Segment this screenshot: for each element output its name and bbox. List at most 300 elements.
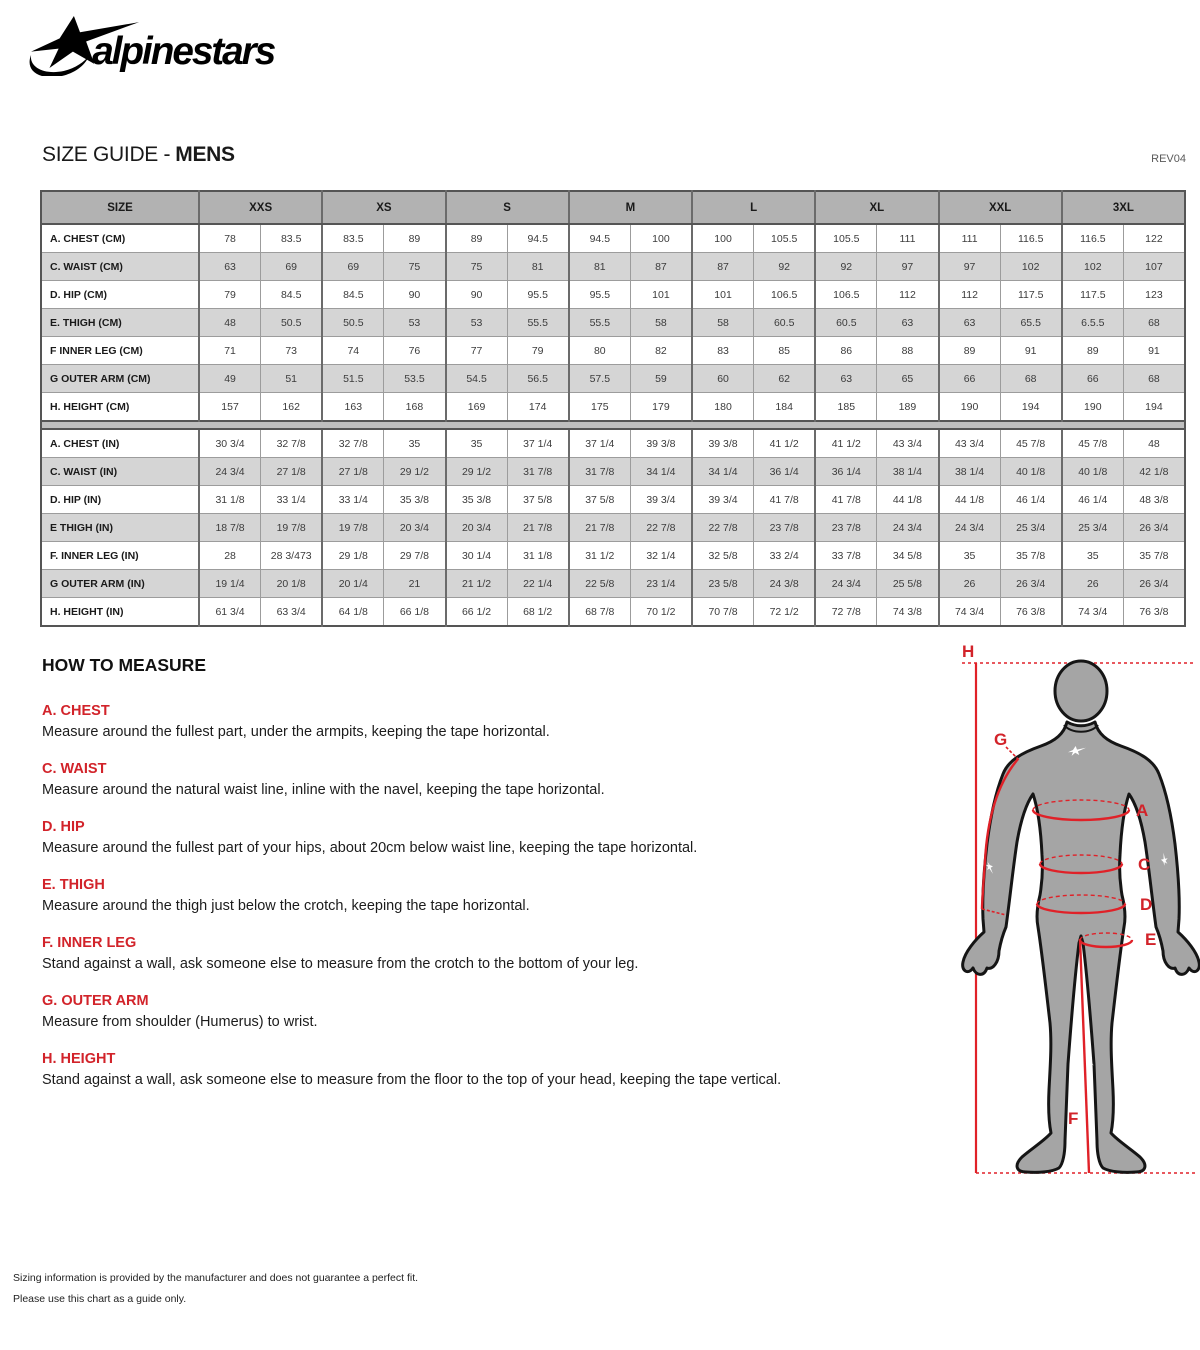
table-cell: 34 5/8 — [877, 542, 939, 570]
table-cell: 175 — [569, 393, 631, 422]
row-label: C. WAIST (CM) — [41, 253, 199, 281]
table-cell: 77 — [446, 337, 508, 365]
size-header-l: L — [692, 191, 815, 224]
label-outer-arm-g: G — [994, 730, 1008, 749]
measure-section-title: G. OUTER ARM — [42, 993, 149, 1009]
row-label: F INNER LEG (CM) — [41, 337, 199, 365]
table-cell: 28 — [199, 542, 261, 570]
revision-label: REV04 — [1151, 153, 1186, 165]
table-cell: 168 — [384, 393, 446, 422]
table-cell: 46 1/4 — [1000, 486, 1062, 514]
table-cell: 41 1/2 — [754, 429, 816, 458]
table-cell: 76 3/8 — [1000, 598, 1062, 627]
row-label: D. HIP (IN) — [41, 486, 199, 514]
page-title-prefix: SIZE GUIDE - — [42, 143, 171, 166]
table-cell: 106.5 — [754, 281, 816, 309]
measure-section-description: Measure around the fullest part of your hips, about 20cm below waist line, keeping the tape horizontal. — [42, 840, 698, 856]
table-cell: 24 3/4 — [877, 514, 939, 542]
size-header-xxs: XXS — [199, 191, 322, 224]
table-cell: 74 3/8 — [877, 598, 939, 627]
measure-section — [42, 877, 922, 916]
table-cell: 22 7/8 — [630, 514, 692, 542]
table-cell: 58 — [630, 309, 692, 337]
table-cell: 89 — [939, 337, 1001, 365]
title-row — [42, 143, 1186, 167]
table-cell: 117.5 — [1062, 281, 1124, 309]
body-figure — [948, 643, 1200, 1188]
label-height-h: H — [962, 643, 975, 661]
table-cell: 55.5 — [569, 309, 631, 337]
table-row — [41, 393, 1185, 422]
table-cell: 36 1/4 — [754, 458, 816, 486]
table-cell: 97 — [877, 253, 939, 281]
row-label: G OUTER ARM (CM) — [41, 365, 199, 393]
table-cell: 194 — [1000, 393, 1062, 422]
table-cell: 24 3/4 — [199, 458, 261, 486]
size-header-m: M — [569, 191, 692, 224]
measure-section-title: A. CHEST — [42, 703, 110, 719]
table-cell: 51 — [261, 365, 323, 393]
table-cell: 21 — [384, 570, 446, 598]
table-cell: 20 3/4 — [446, 514, 508, 542]
table-cell: 34 1/4 — [692, 458, 754, 486]
table-row — [41, 224, 1185, 253]
table-cell: 102 — [1062, 253, 1124, 281]
table-cell: 66 — [1062, 365, 1124, 393]
table-cell: 78 — [199, 224, 261, 253]
table-cell: 89 — [384, 224, 446, 253]
table-cell: 21 7/8 — [507, 514, 569, 542]
measure-section — [42, 703, 922, 742]
label-chest-a: A — [1136, 801, 1149, 820]
table-cell: 68 — [1000, 365, 1062, 393]
table-cell: 30 1/4 — [446, 542, 508, 570]
table-row — [41, 458, 1185, 486]
table-cell: 27 1/8 — [322, 458, 384, 486]
figure-head — [1055, 661, 1107, 721]
table-cell: 27 1/8 — [261, 458, 323, 486]
measure-section-title: F. INNER LEG — [42, 935, 137, 951]
table-cell: 35 — [1062, 542, 1124, 570]
table-cell: 75 — [384, 253, 446, 281]
table-cell: 23 1/4 — [630, 570, 692, 598]
table-cell: 66 1/8 — [384, 598, 446, 627]
table-cell: 88 — [877, 337, 939, 365]
table-cell: 26 — [1062, 570, 1124, 598]
table-cell: 63 — [939, 309, 1001, 337]
table-cell: 32 7/8 — [261, 429, 323, 458]
table-cell: 39 3/4 — [630, 486, 692, 514]
table-cell: 100 — [630, 224, 692, 253]
table-cell: 33 7/8 — [815, 542, 877, 570]
table-cell: 22 5/8 — [569, 570, 631, 598]
table-cell: 41 7/8 — [754, 486, 816, 514]
table-cell: 32 7/8 — [322, 429, 384, 458]
table-cell: 6.5.5 — [1062, 309, 1124, 337]
table-cell: 59 — [630, 365, 692, 393]
label-hip-d: D — [1140, 895, 1153, 914]
table-cell: 50.5 — [261, 309, 323, 337]
table-cell: 29 1/8 — [322, 542, 384, 570]
table-cell: 89 — [1062, 337, 1124, 365]
table-row — [41, 281, 1185, 309]
table-cell: 25 3/4 — [1000, 514, 1062, 542]
table-cell: 37 5/8 — [569, 486, 631, 514]
table-cell: 91 — [1000, 337, 1062, 365]
table-cell: 26 3/4 — [1123, 514, 1185, 542]
table-cell: 185 — [815, 393, 877, 422]
table-cell: 84.5 — [322, 281, 384, 309]
table-cell: 79 — [507, 337, 569, 365]
table-cell: 74 — [322, 337, 384, 365]
table-cell: 66 — [939, 365, 1001, 393]
table-cell: 102 — [1000, 253, 1062, 281]
table-cell: 64 1/8 — [322, 598, 384, 627]
table-cell: 86 — [815, 337, 877, 365]
table-cell: 26 — [939, 570, 1001, 598]
table-cell: 100 — [692, 224, 754, 253]
row-label: H. HEIGHT (IN) — [41, 598, 199, 627]
table-cell: 72 1/2 — [754, 598, 816, 627]
table-cell: 34 1/4 — [630, 458, 692, 486]
table-cell: 60.5 — [815, 309, 877, 337]
footer-line-2: Please use this chart as a guide only. — [13, 1293, 187, 1305]
table-cell: 94.5 — [507, 224, 569, 253]
table-cell: 30 3/4 — [199, 429, 261, 458]
table-cell: 105.5 — [754, 224, 816, 253]
table-cell: 70 1/2 — [630, 598, 692, 627]
table-cell: 48 — [199, 309, 261, 337]
table-cell: 20 1/4 — [322, 570, 384, 598]
table-cell: 54.5 — [446, 365, 508, 393]
measure-section-title: E. THIGH — [42, 877, 105, 893]
table-cell: 61 3/4 — [199, 598, 261, 627]
table-cell: 87 — [692, 253, 754, 281]
table-cell: 74 3/4 — [939, 598, 1001, 627]
measure-section-title: D. HIP — [42, 819, 85, 835]
table-cell: 87 — [630, 253, 692, 281]
table-cell: 55.5 — [507, 309, 569, 337]
measure-section-title: C. WAIST — [42, 761, 107, 777]
table-row — [41, 429, 1185, 458]
table-row — [41, 570, 1185, 598]
table-cell: 26 3/4 — [1000, 570, 1062, 598]
page-title — [42, 143, 235, 167]
table-row — [41, 337, 1185, 365]
table-cell: 111 — [877, 224, 939, 253]
table-cell: 19 1/4 — [199, 570, 261, 598]
size-table — [40, 190, 1186, 627]
table-cell: 36 1/4 — [815, 458, 877, 486]
label-thigh-e: E — [1145, 930, 1157, 949]
table-cell: 19 7/8 — [261, 514, 323, 542]
table-cell: 21 7/8 — [569, 514, 631, 542]
table-cell: 116.5 — [1000, 224, 1062, 253]
table-cell: 63 — [815, 365, 877, 393]
table-cell: 56.5 — [507, 365, 569, 393]
table-cell: 169 — [446, 393, 508, 422]
row-label: G OUTER ARM (IN) — [41, 570, 199, 598]
table-cell: 29 1/2 — [446, 458, 508, 486]
table-cell: 82 — [630, 337, 692, 365]
table-cell: 60 — [692, 365, 754, 393]
measure-section — [42, 993, 922, 1032]
table-cell: 105.5 — [815, 224, 877, 253]
table-cell: 81 — [507, 253, 569, 281]
size-header-xs: XS — [322, 191, 445, 224]
table-cell: 60.5 — [754, 309, 816, 337]
table-cell: 91 — [1123, 337, 1185, 365]
table-cell: 39 3/4 — [692, 486, 754, 514]
table-cell: 29 1/2 — [384, 458, 446, 486]
table-cell: 65 — [877, 365, 939, 393]
table-cell: 31 7/8 — [507, 458, 569, 486]
measure-section-description: Measure around the fullest part, under the armpits, keeping the tape horizontal. — [42, 724, 550, 740]
table-cell: 43 3/4 — [877, 429, 939, 458]
measure-sections — [42, 703, 922, 1090]
table-cell: 35 7/8 — [1000, 542, 1062, 570]
table-cell: 58 — [692, 309, 754, 337]
table-cell: 23 7/8 — [754, 514, 816, 542]
how-to-measure — [42, 655, 922, 1109]
table-corner-size: SIZE — [41, 191, 199, 224]
table-cell: 25 3/4 — [1062, 514, 1124, 542]
measure-section — [42, 819, 922, 858]
table-cell: 157 — [199, 393, 261, 422]
row-label: H. HEIGHT (CM) — [41, 393, 199, 422]
table-cell: 75 — [446, 253, 508, 281]
table-cell: 35 — [446, 429, 508, 458]
table-cell: 184 — [754, 393, 816, 422]
row-label: F. INNER LEG (IN) — [41, 542, 199, 570]
footer-line-1: Sizing information is provided by the manufacturer and does not guarantee a perfect fit. — [13, 1272, 419, 1284]
table-cell: 70 7/8 — [692, 598, 754, 627]
table-cell: 92 — [815, 253, 877, 281]
table-cell: 68 — [1123, 309, 1185, 337]
table-cell: 50.5 — [322, 309, 384, 337]
table-cell: 33 1/4 — [261, 486, 323, 514]
table-cell: 24 3/8 — [754, 570, 816, 598]
table-cell: 63 — [877, 309, 939, 337]
table-cell: 101 — [630, 281, 692, 309]
table-cell: 76 3/8 — [1123, 598, 1185, 627]
size-header-3xl: 3XL — [1062, 191, 1185, 224]
size-header-xl: XL — [815, 191, 938, 224]
table-cell: 92 — [754, 253, 816, 281]
table-cell: 79 — [199, 281, 261, 309]
table-cell: 38 1/4 — [939, 458, 1001, 486]
table-cell: 66 1/2 — [446, 598, 508, 627]
table-row — [41, 365, 1185, 393]
table-cell: 57.5 — [569, 365, 631, 393]
alpinestars-wordmark: alpinestars — [92, 29, 275, 73]
table-cell: 20 1/8 — [261, 570, 323, 598]
table-cell: 190 — [1062, 393, 1124, 422]
table-cell: 38 1/4 — [877, 458, 939, 486]
alpinestars-logo — [25, 10, 295, 76]
table-cell: 39 3/8 — [692, 429, 754, 458]
label-waist-c: C — [1138, 855, 1151, 874]
row-label: E. THIGH (CM) — [41, 309, 199, 337]
table-cell: 29 7/8 — [384, 542, 446, 570]
table-cell: 39 3/8 — [630, 429, 692, 458]
unit-section-separator — [41, 421, 1185, 429]
measure-section-description: Measure from shoulder (Humerus) to wrist. — [42, 1014, 318, 1030]
table-cell: 53.5 — [384, 365, 446, 393]
table-row — [41, 542, 1185, 570]
table-cell: 24 3/4 — [939, 514, 1001, 542]
label-inner-leg-f: F — [1068, 1109, 1079, 1128]
row-label: D. HIP (CM) — [41, 281, 199, 309]
table-cell: 35 3/8 — [384, 486, 446, 514]
table-cell: 194 — [1123, 393, 1185, 422]
table-cell: 68 — [1123, 365, 1185, 393]
table-cell: 111 — [939, 224, 1001, 253]
table-cell: 90 — [446, 281, 508, 309]
table-cell: 31 1/2 — [569, 542, 631, 570]
table-cell: 31 7/8 — [569, 458, 631, 486]
table-cell: 62 — [754, 365, 816, 393]
table-cell: 45 7/8 — [1062, 429, 1124, 458]
table-cell: 83.5 — [322, 224, 384, 253]
measure-section — [42, 761, 922, 800]
table-cell: 22 1/4 — [507, 570, 569, 598]
table-row — [41, 514, 1185, 542]
size-header-s: S — [446, 191, 569, 224]
table-cell: 117.5 — [1000, 281, 1062, 309]
table-cell: 35 7/8 — [1123, 542, 1185, 570]
table-cell: 190 — [939, 393, 1001, 422]
measure-section-description: Measure around the thigh just below the crotch, keeping the tape horizontal. — [42, 898, 530, 914]
table-cell: 68 1/2 — [507, 598, 569, 627]
table-cell: 35 — [939, 542, 1001, 570]
table-cell: 33 1/4 — [322, 486, 384, 514]
table-cell: 19 7/8 — [322, 514, 384, 542]
table-cell: 43 3/4 — [939, 429, 1001, 458]
table-cell: 63 — [199, 253, 261, 281]
measure-section — [42, 1051, 922, 1090]
table-cell: 40 1/8 — [1062, 458, 1124, 486]
table-cell: 106.5 — [815, 281, 877, 309]
table-cell: 46 1/4 — [1062, 486, 1124, 514]
table-cell: 179 — [630, 393, 692, 422]
table-cell: 37 5/8 — [507, 486, 569, 514]
measure-section — [42, 935, 922, 974]
table-cell: 112 — [877, 281, 939, 309]
table-cell: 26 3/4 — [1123, 570, 1185, 598]
table-cell: 69 — [322, 253, 384, 281]
row-label: E THIGH (IN) — [41, 514, 199, 542]
table-cell: 71 — [199, 337, 261, 365]
table-cell: 42 1/8 — [1123, 458, 1185, 486]
table-row — [41, 309, 1185, 337]
table-cell: 22 7/8 — [692, 514, 754, 542]
size-header-xxl: XXL — [939, 191, 1062, 224]
table-cell: 40 1/8 — [1000, 458, 1062, 486]
table-cell: 41 7/8 — [815, 486, 877, 514]
table-cell: 116.5 — [1062, 224, 1124, 253]
table-cell: 18 7/8 — [199, 514, 261, 542]
table-cell: 89 — [446, 224, 508, 253]
footer-note — [13, 1268, 418, 1310]
table-cell: 41 1/2 — [815, 429, 877, 458]
table-cell: 80 — [569, 337, 631, 365]
table-cell: 45 7/8 — [1000, 429, 1062, 458]
table-cell: 76 — [384, 337, 446, 365]
table-cell: 53 — [446, 309, 508, 337]
table-cell: 32 1/4 — [630, 542, 692, 570]
table-cell: 51.5 — [322, 365, 384, 393]
table-cell: 101 — [692, 281, 754, 309]
table-cell: 48 — [1123, 429, 1185, 458]
table-cell: 97 — [939, 253, 1001, 281]
table-cell: 74 3/4 — [1062, 598, 1124, 627]
table-cell: 48 3/8 — [1123, 486, 1185, 514]
how-to-measure-heading: HOW TO MEASURE — [42, 655, 206, 675]
table-cell: 28 3/473 — [261, 542, 323, 570]
table-cell: 24 3/4 — [815, 570, 877, 598]
table-cell: 23 7/8 — [815, 514, 877, 542]
table-cell: 35 3/8 — [446, 486, 508, 514]
row-label: A. CHEST (CM) — [41, 224, 199, 253]
measure-section-description: Stand against a wall, ask someone else to measure from the crotch to the bottom of your leg. — [42, 956, 639, 972]
table-cell: 37 1/4 — [507, 429, 569, 458]
table-cell: 44 1/8 — [939, 486, 1001, 514]
table-cell: 23 5/8 — [692, 570, 754, 598]
table-cell: 53 — [384, 309, 446, 337]
table-cell: 83 — [692, 337, 754, 365]
table-cell: 123 — [1123, 281, 1185, 309]
table-cell: 122 — [1123, 224, 1185, 253]
table-cell: 85 — [754, 337, 816, 365]
table-cell: 31 1/8 — [507, 542, 569, 570]
table-cell: 112 — [939, 281, 1001, 309]
table-row — [41, 253, 1185, 281]
measure-section-description: Measure around the natural waist line, inline with the navel, keeping the tape horizontal. — [42, 782, 605, 798]
table-cell: 189 — [877, 393, 939, 422]
table-cell: 65.5 — [1000, 309, 1062, 337]
table-cell: 49 — [199, 365, 261, 393]
table-cell: 21 1/2 — [446, 570, 508, 598]
table-cell: 32 5/8 — [692, 542, 754, 570]
table-cell: 174 — [507, 393, 569, 422]
table-cell: 63 3/4 — [261, 598, 323, 627]
table-cell: 83.5 — [261, 224, 323, 253]
table-row — [41, 486, 1185, 514]
table-cell: 90 — [384, 281, 446, 309]
table-cell: 94.5 — [569, 224, 631, 253]
table-cell: 163 — [322, 393, 384, 422]
table-cell: 81 — [569, 253, 631, 281]
table-cell: 69 — [261, 253, 323, 281]
table-cell: 35 — [384, 429, 446, 458]
table-cell: 68 7/8 — [569, 598, 631, 627]
table-cell: 180 — [692, 393, 754, 422]
table-cell: 33 2/4 — [754, 542, 816, 570]
row-label: A. CHEST (IN) — [41, 429, 199, 458]
table-cell: 20 3/4 — [384, 514, 446, 542]
table-row — [41, 598, 1185, 627]
table-cell: 37 1/4 — [569, 429, 631, 458]
table-cell: 162 — [261, 393, 323, 422]
table-cell: 73 — [261, 337, 323, 365]
table-cell: 25 5/8 — [877, 570, 939, 598]
table-cell: 84.5 — [261, 281, 323, 309]
table-cell: 31 1/8 — [199, 486, 261, 514]
row-label: C. WAIST (IN) — [41, 458, 199, 486]
table-cell: 44 1/8 — [877, 486, 939, 514]
measure-section-title: H. HEIGHT — [42, 1051, 116, 1067]
